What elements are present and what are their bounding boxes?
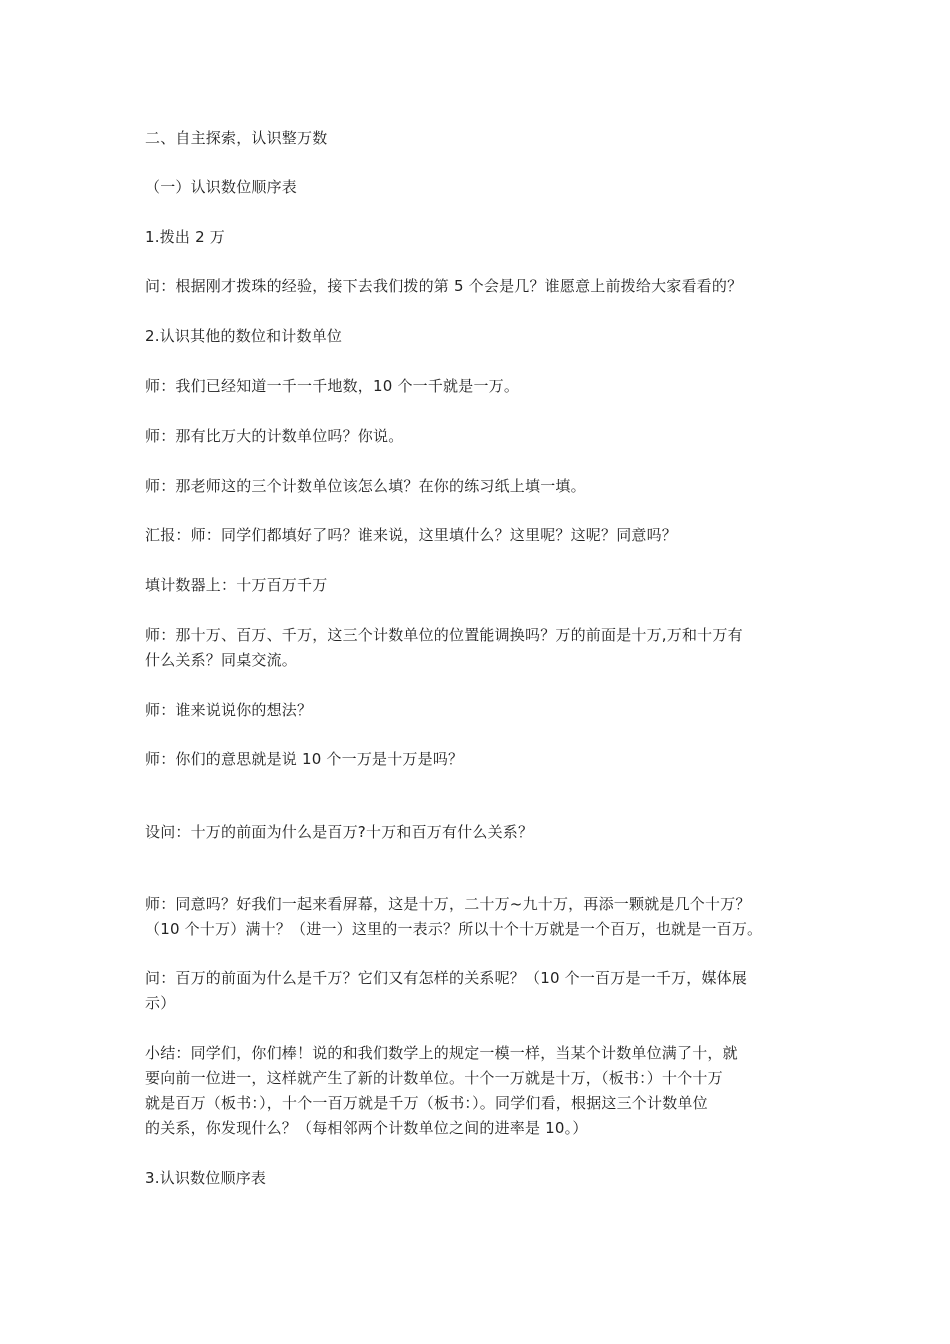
paragraph-question-2: 设问：十万的前面为什么是百万?十万和百万有什么关系？ <box>145 823 534 841</box>
paragraph-counter: 填计数器上：十万百万千万 <box>145 576 328 594</box>
paragraph-summary-line-4: 的关系，你发现什么？（每相邻两个计数单位之间的进率是 10。） <box>145 1119 588 1137</box>
paragraph-teacher-6: 师：你们的意思就是说 10 个一万是十万是吗？ <box>145 750 464 768</box>
step-1-heading: 1.拨出 2 万 <box>145 228 225 246</box>
subsection-heading: （一）认识数位顺序表 <box>145 178 298 196</box>
paragraph-teacher-2: 师：那有比万大的计数单位吗？你说。 <box>145 427 404 445</box>
paragraph-question-3-line-1: 问：百万的前面为什么是千万？它们又有怎样的关系呢？（10 个一百万是一千万，媒体展 <box>145 969 748 987</box>
step-3-heading: 3.认识数位顺序表 <box>145 1169 267 1187</box>
paragraph-teacher-4-line-2: 什么关系？同桌交流。 <box>145 651 298 669</box>
paragraph-summary-line-3: 就是百万（板书：），十个一百万就是千万（板书：）。同学们看，根据这三个计数单位 <box>145 1094 708 1112</box>
paragraph-question-1: 问：根据刚才拨珠的经验，接下去我们拨的第 5 个会是几？谁愿意上前拨给大家看看的？ <box>145 277 743 295</box>
paragraph-report: 汇报：师：同学们都填好了吗？谁来说，这里填什么？这里呢？这呢？同意吗？ <box>145 526 678 544</box>
paragraph-question-3-line-2: 示） <box>145 994 176 1012</box>
paragraph-teacher-7-line-2: （10 个十万）满十？（进一）这里的一表示？所以十个十万就是一个百万，也就是一百万。 <box>145 920 763 938</box>
paragraph-teacher-5: 师：谁来说说你的想法？ <box>145 701 313 719</box>
paragraph-teacher-7-line-1: 师：同意吗？好我们一起来看屏幕，这是十万，二十万~九十万，再添一颗就是几个十万？ <box>145 895 751 913</box>
section-heading: 二、自主探索，认识整万数 <box>145 129 328 147</box>
step-2-heading: 2.认识其他的数位和计数单位 <box>145 327 343 345</box>
paragraph-teacher-3: 师：那老师这的三个计数单位该怎么填？在你的练习纸上填一填。 <box>145 477 586 495</box>
paragraph-summary-line-1: 小结：同学们，你们棒！说的和我们数学上的规定一模一样，当某个计数单位满了十，就 <box>145 1044 738 1062</box>
paragraph-teacher-1: 师：我们已经知道一千一千地数，10 个一千就是一万。 <box>145 377 520 395</box>
paragraph-summary-line-2: 要向前一位进一，这样就产生了新的计数单位。十个一万就是十万，（板书：）十个十万 <box>145 1069 723 1087</box>
paragraph-teacher-4-line-1: 师：那十万、百万、千万，这三个计数单位的位置能调换吗？万的前面是十万,万和十万有 <box>145 626 743 644</box>
